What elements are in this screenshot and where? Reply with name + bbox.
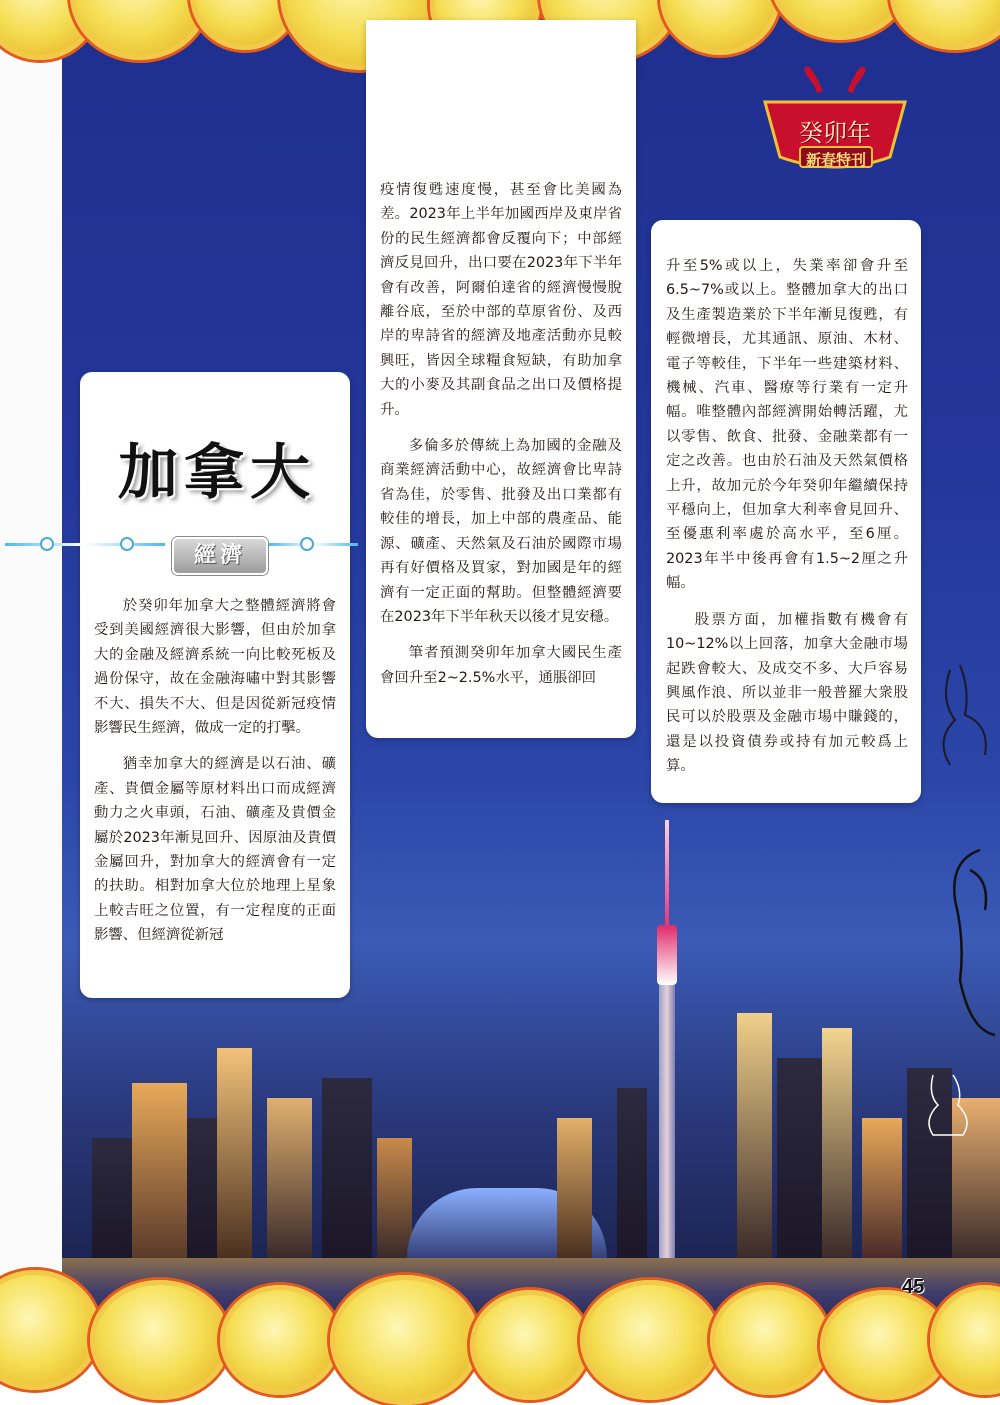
paragraph: 多倫多於傳統上為加國的金融及商業經濟活動中心，故經濟會比卑詩省為佳，於零售、批發及出口業都有較佳的增長，加上中部的農產品、能源、礦產、天然氣及石油於國際市場再有好價格及買家，對加國是年的經濟有一定正面的幫助。但整體經濟要在2023年下半年秋天以後才見安穩。 <box>380 438 622 625</box>
tower-shaft <box>659 985 675 1260</box>
page-margin <box>0 0 62 1346</box>
building <box>557 1118 592 1258</box>
building <box>267 1098 312 1258</box>
building <box>132 1083 187 1258</box>
decorative-line <box>5 543 165 546</box>
article-column-3 <box>666 254 908 779</box>
cloud-decoration <box>90 1280 230 1400</box>
rabbit-ears-icon <box>807 70 862 92</box>
tower-antenna <box>665 820 669 930</box>
badge-line2: 新春特刊 <box>805 151 866 169</box>
rabbit-sketch-icon <box>918 1070 978 1140</box>
paragraph: 疫情復甦速度慢，甚至會比美國為差。2023年上半年加國西岸及東岸省份的民生經濟都會反覆向下；中部經濟反見回升，出口要在2023年下半年會有改善，阿爾伯達省的經濟慢慢脫離谷底，至於中部的草原省份、及西岸的卑詩省的經濟及地產活動亦見較興旺，皆因全球糧食短缺，有助加拿大的小麥及其副食品之出口及價格提升。 <box>380 182 622 418</box>
rabbit-sketch-icon <box>930 660 1000 770</box>
page-number: 45 <box>902 1276 925 1298</box>
cloud-decoration <box>330 1275 480 1405</box>
cloud-decoration <box>220 1285 340 1395</box>
badge-line1: 癸卯年 <box>799 119 871 147</box>
building <box>777 1058 827 1258</box>
decorative-dot <box>40 537 54 551</box>
decorative-dot <box>120 537 134 551</box>
rabbit-sketch-icon <box>940 840 1000 1040</box>
paragraph: 於癸卯年加拿大之整體經濟將會受到美國經濟很大影響，但由於加拿大的金融及經濟系統一向比較死板及過份保守，故在金融海嘯中對其影響不大、損失不大、但是因從新冠疫情影響民生經濟，做成一定的打擊。 <box>94 598 336 737</box>
paragraph: 猶幸加拿大的經濟是以石油、礦產、貴價金屬等原材料出口而成經濟動力之火車頭，石油、礦產及貴價金屬於2023年漸見回升、因原油及貴價金屬回升，對加拿大的經濟會有一定的扶助。相對加拿大位於地理上星象上較吉旺之位置，有一定程度的正面影響、但經濟從新冠 <box>94 756 336 944</box>
section-label: 經濟 <box>172 537 268 575</box>
building <box>737 1013 772 1258</box>
cloud-decoration <box>470 1290 590 1400</box>
paragraph: 升至5%或以上，失業率卻會升至6.5~7%或以上。整體加拿大的出口及生產製造業於下半年漸見復甦，有輕微增長，尤其通訊、原油、木材、電子等較佳，下半年一些建築材料、機械、汽車、醫療等行業有一定升幅。唯整體內部經濟開始轉活躍，尤以零售、飲食、批發、金融業都有一定之改善。也由於石油及天然氣價格上升，故加元於今年癸卯年繼續保持平穩向上，但加拿大利率會見回升、至優惠利率處於高水平，至6厘。2023年半中後再會有1.5~2厘之升幅。 <box>666 258 908 592</box>
paragraph: 筆者預測癸卯年加拿大國民生產會回升至2~2.5%水平，通脹卻回 <box>380 645 622 686</box>
building <box>862 1118 902 1258</box>
building <box>217 1048 252 1258</box>
cloud-decoration <box>580 1280 720 1400</box>
building <box>822 1028 852 1258</box>
article-column-1 <box>94 594 336 948</box>
cloud-decoration <box>710 1285 830 1395</box>
building <box>92 1138 132 1258</box>
tower-pod <box>657 925 677 985</box>
building <box>377 1138 412 1258</box>
paragraph: 股票方面，加權指數有機會有10~12%以上回落，加拿大金融市場起跌會較大、及成交不多、大戶容易興風作浪、所以並非一般普羅大衆股民可以於股票及金融市場中賺錢的，還是以投資債券或持有加元較爲上算。 <box>666 611 908 775</box>
decorative-dot <box>300 537 314 551</box>
article-column-2 <box>380 178 622 690</box>
article-title: 加拿大 <box>118 438 316 508</box>
building <box>322 1078 372 1258</box>
building <box>617 1088 647 1258</box>
